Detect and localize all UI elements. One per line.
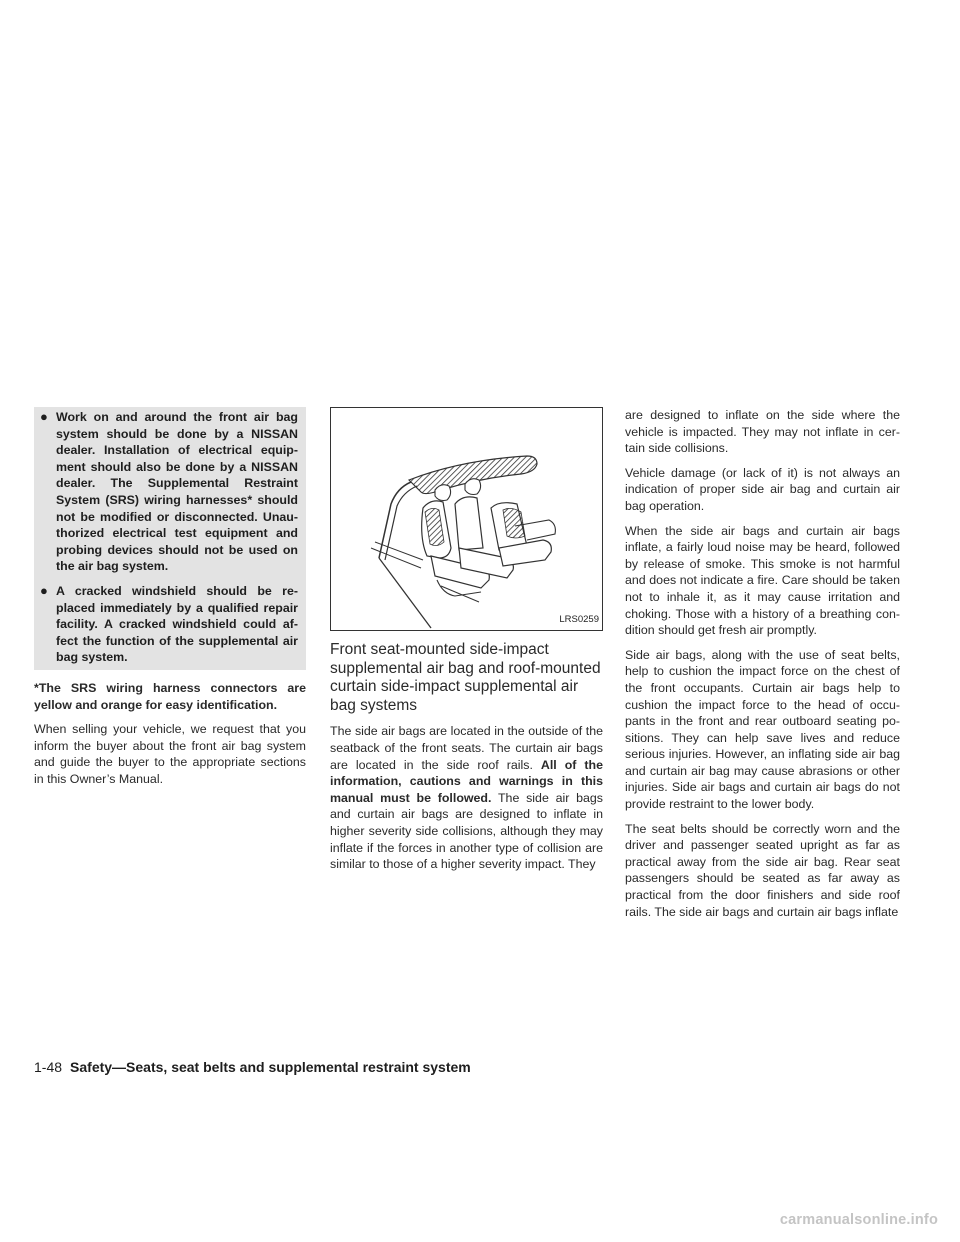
paragraph: When the side air bags and curtain air bags inflate, a fairly loud noise may be heard, followed by release of smoke. This smoke is not harmful and does not indicate a fire. Care should be taken not to inhale it, as it may cause irritation and choking. Those with a history of a breathing con-dition should get fresh air promptly. bbox=[625, 523, 900, 638]
figure bbox=[330, 407, 603, 631]
page-footer bbox=[34, 1059, 471, 1075]
paragraph: When selling your vehicle, we request that you inform the buyer about the front air bag system and guide the buyer to the appropriate sections in this Owner’s Manual. bbox=[34, 722, 306, 786]
figure-code: LRS0259 bbox=[559, 614, 599, 626]
paragraph: are designed to inflate on the side where the vehicle is impacted. They may not inflate in cer-tain side collisions. bbox=[625, 408, 900, 456]
paragraph: Side air bags, along with the use of seat belts, help to cushion the impact force on the chest of the front occupants. Curtain air bags help to cushion the impact force to the head of occu-pants in the front and rear outboard seating po-sitions. They can help save lives and reduce serious injuries. However, an inflating side air bag and curtain air bag may cause abrasions or other injuries. Side air bags and curtain air bags do not provide restraint to the lower body. bbox=[625, 647, 900, 812]
page-number: 1-48 bbox=[34, 1059, 63, 1075]
warning-item bbox=[40, 583, 298, 666]
paragraph-text-a: The side air bags are located in the outside of the seatback of the front seats. The curtain air bags are located in the side roof rails. bbox=[330, 724, 603, 772]
footnote: *The SRS wiring harness connectors are yellow and orange for easy identification. bbox=[34, 680, 306, 712]
bullet-icon: ● bbox=[40, 409, 48, 424]
footer-section-title: Safety—Seats, seat belts and supplemental restraint system bbox=[70, 1059, 471, 1075]
side-curtain-airbag-illustration-icon bbox=[331, 408, 602, 630]
column-3 bbox=[625, 407, 900, 928]
paragraph-text-b: The side air bags and curtain air bags are designed to inflate in higher severity side collisions, although they may inflate if the forces in another type of collision are similar to those of a higher severity impact. They bbox=[330, 790, 603, 872]
section-heading: Front seat-mounted side-impact supplemental air bag and roof-mounted curtain side-impact supplemental air bag systems bbox=[330, 641, 601, 714]
paragraph-bold: All of the information, cautions and warnings in this manual must be followed. bbox=[330, 757, 603, 805]
paragraph: The seat belts should be correctly worn and the driver and passenger seated upright as far as practical away from the side air bag. Rear seat passengers should be seated as far away as practical from the door finishers and side roof rails. The side air bags and curtain air bags inflate bbox=[625, 821, 900, 919]
column-1 bbox=[34, 407, 306, 795]
warning-item bbox=[40, 409, 298, 575]
watermark: carmanualsonline.info bbox=[779, 1212, 938, 1228]
warning-box bbox=[34, 407, 306, 670]
bullet-icon: ● bbox=[40, 582, 48, 598]
paragraph: Vehicle damage (or lack of it) is not always an indication of proper side air bag and curtain air bag operation. bbox=[625, 465, 900, 513]
warning-text: Work on and around the front air bag system should be done by a NISSAN dealer. Installation of electrical equip-ment should also be done by a NISSAN dealer. The Supplemental Restraint System (SRS) wiring harnesses* should not be modified or disconnected. Unau-thorized electrical test equipment and probing devices should not be used on the air bag system. bbox=[56, 410, 298, 574]
warning-text: A cracked windshield should be re-placed immediately by a qualified repair facility. A cracked windshield could af-fect the function of the supplemental air bag system. bbox=[56, 583, 298, 665]
paragraph bbox=[330, 723, 603, 872]
column-2 bbox=[330, 407, 603, 881]
